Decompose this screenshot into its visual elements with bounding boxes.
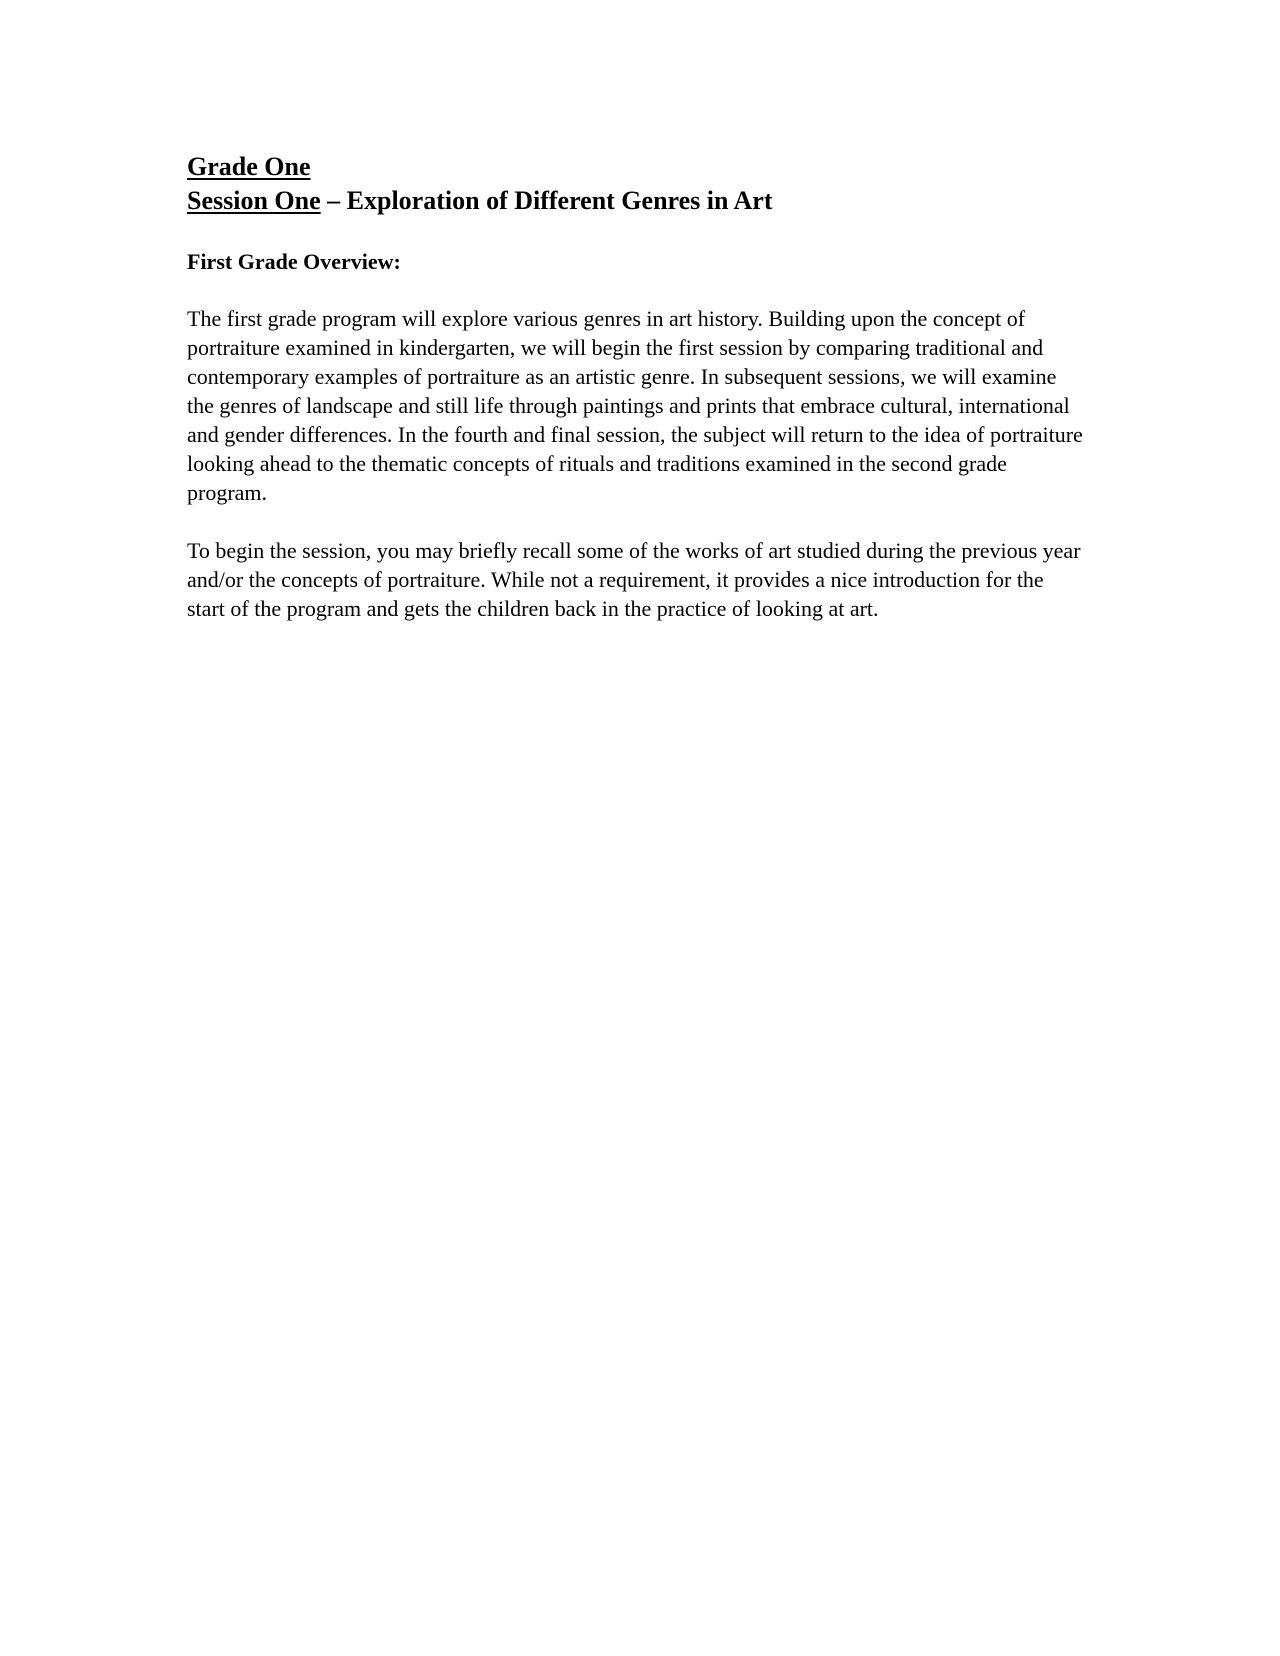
session-separator: – [320, 186, 347, 215]
overview-paragraph-2: To begin the session, you may briefly recall some of the works of art studied during the previous year and/or the concepts of portraiture. While not a requirement, it provides a nice introduction for the start of the program and gets the children back in the practice of looking at art. [187, 538, 1081, 621]
overview-heading: First Grade Overview: [187, 249, 401, 274]
grade-title [187, 150, 1087, 184]
session-label: Session One [187, 186, 321, 215]
page-content [187, 150, 1087, 623]
overview-paragraph-1: The first grade program will explore various genres in art history. Building upon the concept of portraiture examined in kindergarten, we will begin the first session by comparing traditional and contemporary examples of portraiture as an artistic genre. In subsequent sessions, we will examine the genres of landscape and still life through paintings and prints that embrace cultural, international and gender differences. In the fourth and final session, the subject will return to the idea of portraiture looking ahead to the thematic concepts of rituals and traditions examined in the second grade program. [187, 306, 1083, 505]
session-title [187, 184, 1087, 218]
grade-title-text: Grade One [187, 152, 311, 181]
session-topic: Exploration of Different Genres in Art [346, 186, 773, 215]
